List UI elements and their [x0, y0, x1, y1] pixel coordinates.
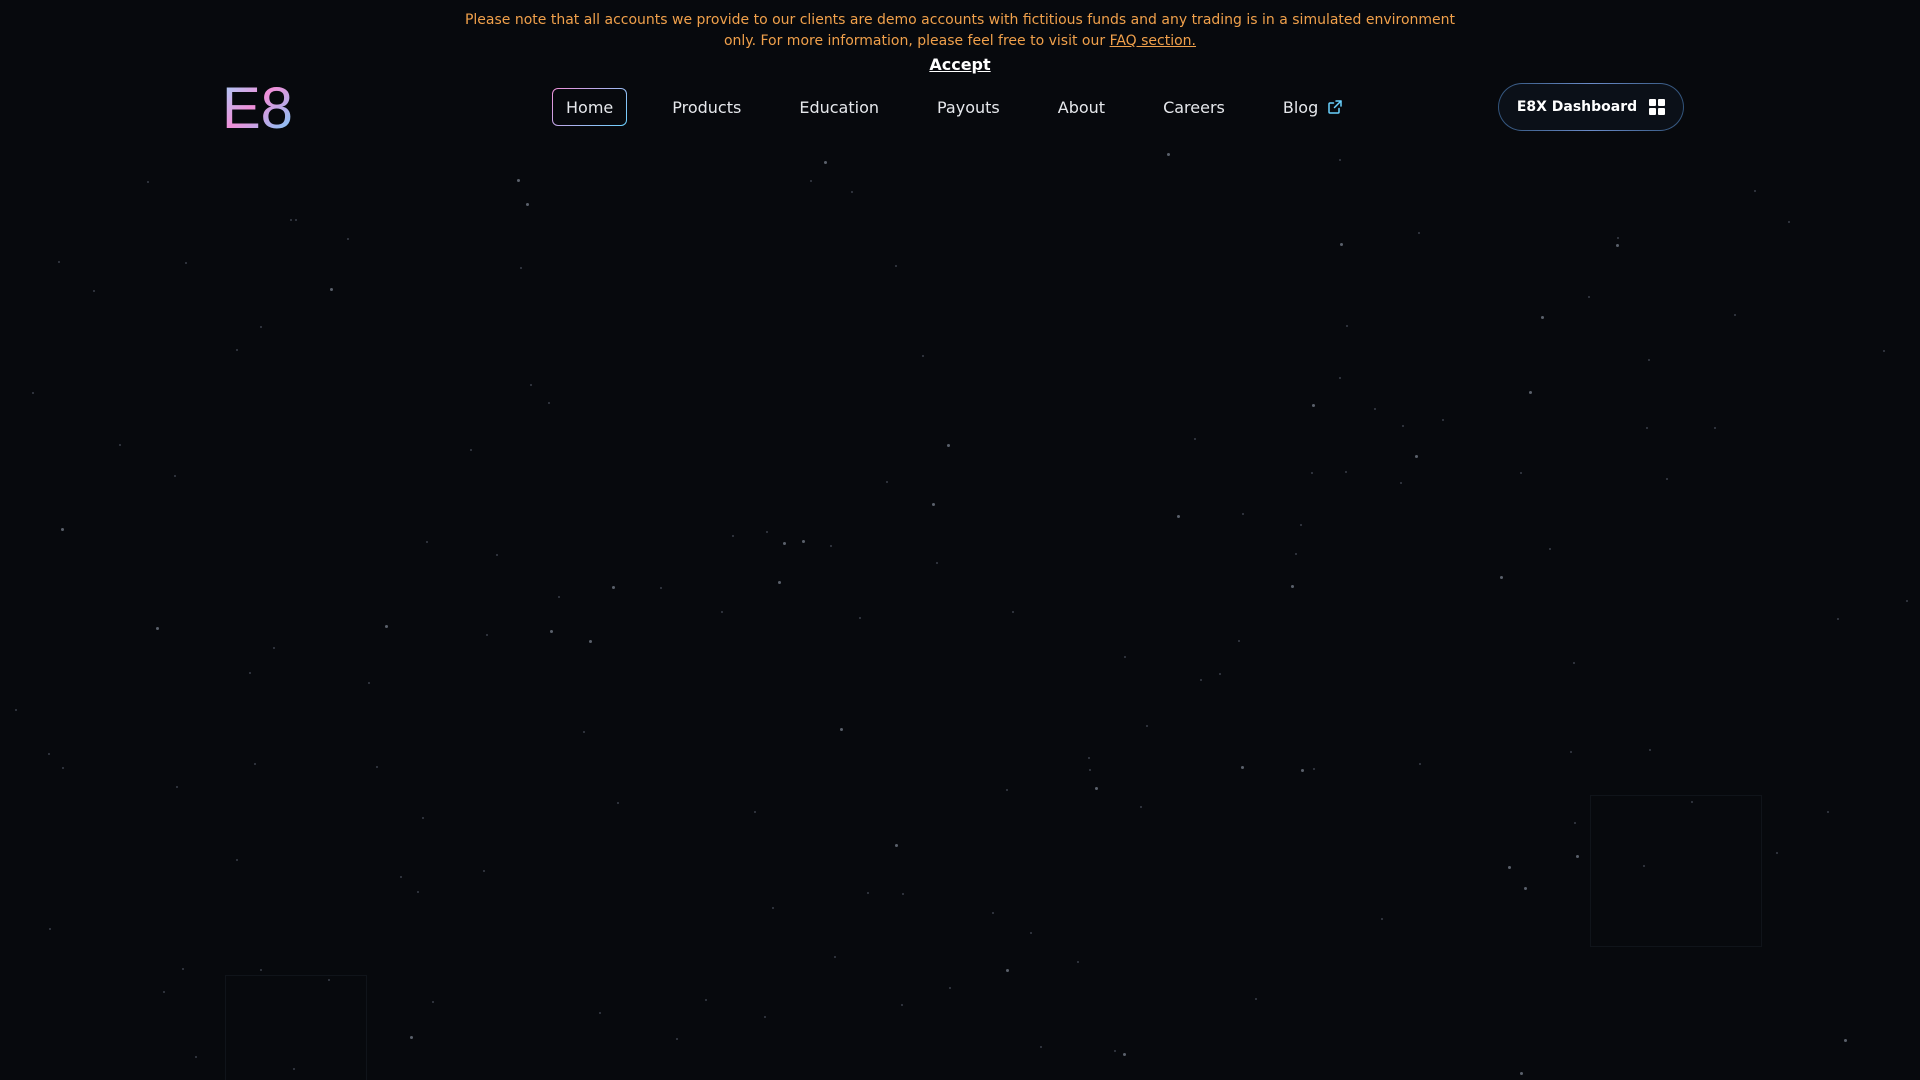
star-dot	[1714, 427, 1716, 429]
star-dot	[1734, 314, 1736, 316]
star-dot	[1311, 472, 1313, 474]
star-dot	[330, 288, 333, 291]
star-dot	[236, 859, 238, 861]
grid-icon	[1649, 99, 1665, 115]
star-dot	[599, 1012, 601, 1014]
star-dot	[617, 802, 619, 804]
star-dot	[1177, 515, 1180, 518]
star-dot	[810, 180, 812, 182]
star-dot	[1419, 763, 1421, 765]
star-dot	[1442, 419, 1444, 421]
star-dot	[705, 999, 707, 1001]
accept-button[interactable]: Accept	[929, 55, 991, 74]
star-dot	[1242, 513, 1244, 515]
star-dot	[1124, 656, 1126, 658]
star-dot	[1340, 243, 1343, 246]
star-dot	[1906, 600, 1908, 602]
star-dot	[273, 647, 275, 649]
star-dot	[548, 402, 550, 404]
star-dot	[802, 540, 805, 543]
star-dot	[1339, 377, 1341, 379]
star-dot	[49, 928, 51, 930]
nav-item-label: Products	[672, 97, 742, 117]
nav-item-careers[interactable]	[1150, 88, 1238, 126]
star-dot	[517, 179, 520, 182]
star-dot	[249, 672, 251, 674]
star-dot	[840, 728, 843, 731]
star-dot	[1529, 391, 1532, 394]
star-dot	[1415, 455, 1418, 458]
logo-text: E8	[222, 80, 292, 134]
star-dot	[182, 968, 184, 970]
star-dot	[185, 262, 187, 264]
star-dot	[195, 1056, 197, 1058]
external-link-icon	[1328, 100, 1342, 114]
star-dot	[1883, 350, 1885, 352]
star-dot	[48, 753, 50, 755]
star-dot	[830, 545, 832, 547]
star-dot	[526, 203, 529, 206]
notice-text: Please note that all accounts we provide to our clients are demo accounts with fictitious funds and any trading is in a simulated environment only. For more information, please feel free to visit our	[464, 12, 1456, 49]
star-dot	[15, 709, 17, 711]
star-dot	[1095, 787, 1098, 790]
star-dot	[1402, 425, 1404, 427]
star-dot	[1312, 404, 1315, 407]
star-dot	[824, 161, 827, 164]
star-dot	[1617, 237, 1619, 239]
star-dot	[1573, 662, 1575, 664]
star-dot	[119, 444, 121, 446]
star-dot	[1200, 679, 1202, 681]
star-dot	[410, 1036, 413, 1039]
star-dot	[328, 979, 330, 981]
star-dot	[1549, 548, 1551, 550]
star-dot	[1077, 961, 1079, 963]
star-dot	[949, 987, 951, 989]
e8-logo[interactable]	[222, 80, 292, 134]
nav-item-label: Education	[799, 97, 879, 117]
star-dot	[1374, 408, 1376, 410]
e8x-dashboard-button[interactable]	[1498, 83, 1684, 131]
star-dot	[1089, 769, 1091, 771]
star-dot	[293, 1068, 295, 1070]
star-dot	[886, 481, 888, 483]
star-dot	[1030, 932, 1032, 934]
star-dot	[1643, 865, 1645, 867]
star-dot	[1291, 585, 1294, 588]
star-dot	[1339, 159, 1341, 161]
star-dot	[156, 627, 159, 630]
star-dot	[93, 290, 95, 292]
star-dot	[1776, 852, 1778, 854]
star-dot	[62, 767, 64, 769]
star-dot	[530, 384, 532, 386]
star-dot	[1006, 789, 1008, 791]
star-dot	[766, 531, 768, 533]
star-dot	[1295, 553, 1297, 555]
star-dot	[764, 1016, 766, 1018]
nav-item-label: About	[1057, 97, 1106, 117]
star-dot	[32, 392, 34, 394]
decorative-grid-block	[1590, 795, 1762, 947]
star-dot	[295, 219, 297, 221]
star-dot	[1114, 1050, 1116, 1052]
nav-item-products[interactable]	[659, 88, 754, 126]
star-dot	[432, 1001, 434, 1003]
star-dot	[347, 238, 349, 240]
star-dot	[1508, 866, 1511, 869]
star-dot	[612, 586, 615, 589]
star-dot	[936, 562, 938, 564]
star-dot	[772, 907, 774, 909]
star-dot	[1646, 427, 1648, 429]
star-dot	[867, 892, 869, 894]
star-dot	[992, 912, 994, 914]
nav-item-about[interactable]	[1045, 88, 1118, 126]
nav-item-label: Careers	[1163, 97, 1225, 117]
star-dot	[1381, 918, 1383, 920]
star-dot	[1219, 673, 1221, 675]
star-dot	[1418, 232, 1420, 234]
star-dot	[1238, 640, 1240, 642]
star-dot	[783, 542, 786, 545]
star-dot	[422, 817, 424, 819]
star-dot	[1088, 757, 1090, 759]
star-dot	[400, 876, 402, 878]
star-dot	[895, 844, 898, 847]
star-dot	[1837, 618, 1839, 620]
star-dot	[1255, 998, 1257, 1000]
faq-link[interactable]: FAQ section.	[1109, 33, 1197, 49]
nav-item-payouts[interactable]	[924, 88, 1013, 126]
nav-item-label: Home	[566, 97, 614, 117]
star-dot	[1827, 811, 1829, 813]
star-dot	[1123, 1053, 1126, 1056]
star-dot	[1616, 244, 1619, 247]
star-dot	[589, 640, 592, 643]
star-dot	[901, 1004, 903, 1006]
star-dot	[1400, 482, 1402, 484]
star-dot	[483, 870, 485, 872]
star-dot	[660, 587, 662, 589]
decorative-grid-block	[225, 975, 367, 1080]
star-dot	[163, 991, 165, 993]
star-dot	[721, 611, 723, 613]
nav-item-education[interactable]	[786, 88, 892, 126]
star-dot	[1012, 611, 1014, 613]
star-dot	[1576, 855, 1579, 858]
star-dot	[174, 475, 176, 477]
demo-accounts-notice	[460, 10, 1460, 52]
star-dot	[778, 581, 781, 584]
star-dot	[1345, 471, 1347, 473]
star-dot	[368, 682, 370, 684]
star-dot	[376, 766, 378, 768]
star-dot	[1167, 153, 1170, 156]
accept-container	[0, 55, 1920, 74]
star-dot	[1500, 576, 1503, 579]
star-dot	[851, 191, 853, 193]
star-dot	[1313, 768, 1315, 770]
nav-item-label: Payouts	[937, 97, 1000, 117]
star-dot	[1754, 190, 1756, 192]
nav-item-label: Blog	[1282, 97, 1319, 117]
star-dot	[58, 261, 60, 263]
star-dot	[61, 528, 64, 531]
star-dot	[583, 731, 585, 733]
star-dot	[290, 219, 292, 221]
star-dot	[1570, 751, 1572, 753]
nav-item-blog[interactable]	[1270, 88, 1355, 126]
star-dot	[176, 786, 178, 788]
star-dot	[236, 349, 238, 351]
star-dot	[1588, 296, 1590, 298]
star-dot	[1788, 221, 1790, 223]
star-dot	[520, 267, 522, 269]
star-dot	[1691, 801, 1693, 803]
logo-icon	[222, 80, 292, 134]
star-dot	[1146, 725, 1148, 727]
star-dot	[550, 630, 553, 633]
star-dot	[1520, 472, 1522, 474]
star-dot	[1520, 1072, 1523, 1075]
dashboard-button-label: E8X Dashboard	[1516, 99, 1638, 115]
star-dot	[1006, 969, 1009, 972]
star-dot	[1524, 887, 1527, 890]
star-dot	[1140, 806, 1142, 808]
star-dot	[1194, 438, 1196, 440]
star-dot	[932, 503, 935, 506]
star-dot	[260, 969, 262, 971]
star-dot	[859, 617, 861, 619]
star-dot	[1040, 1046, 1042, 1048]
star-dot	[558, 596, 560, 598]
star-dot	[834, 956, 836, 958]
star-dot	[947, 444, 950, 447]
star-dot	[1301, 769, 1304, 772]
star-dot	[1241, 766, 1244, 769]
star-dot	[895, 265, 897, 267]
star-dot	[254, 763, 256, 765]
star-dot	[902, 893, 904, 895]
star-dot	[922, 355, 924, 357]
star-dot	[147, 181, 149, 183]
star-dot	[426, 541, 428, 543]
star-dot	[1300, 524, 1302, 526]
star-dot	[1844, 1039, 1847, 1042]
star-dot	[385, 625, 388, 628]
main-navigation	[552, 88, 1387, 126]
star-dot	[754, 811, 756, 813]
star-dot	[1666, 478, 1668, 480]
star-dot	[676, 1038, 678, 1040]
star-dot	[496, 554, 498, 556]
star-dot	[260, 326, 262, 328]
star-dot	[486, 634, 488, 636]
star-dot	[732, 535, 734, 537]
nav-item-home[interactable]	[552, 88, 627, 126]
star-dot	[470, 449, 472, 451]
star-dot	[1541, 316, 1544, 319]
star-dot	[1648, 359, 1650, 361]
star-dot	[1649, 749, 1651, 751]
star-dot	[1346, 325, 1348, 327]
star-dot	[1574, 822, 1576, 824]
star-dot	[417, 891, 419, 893]
